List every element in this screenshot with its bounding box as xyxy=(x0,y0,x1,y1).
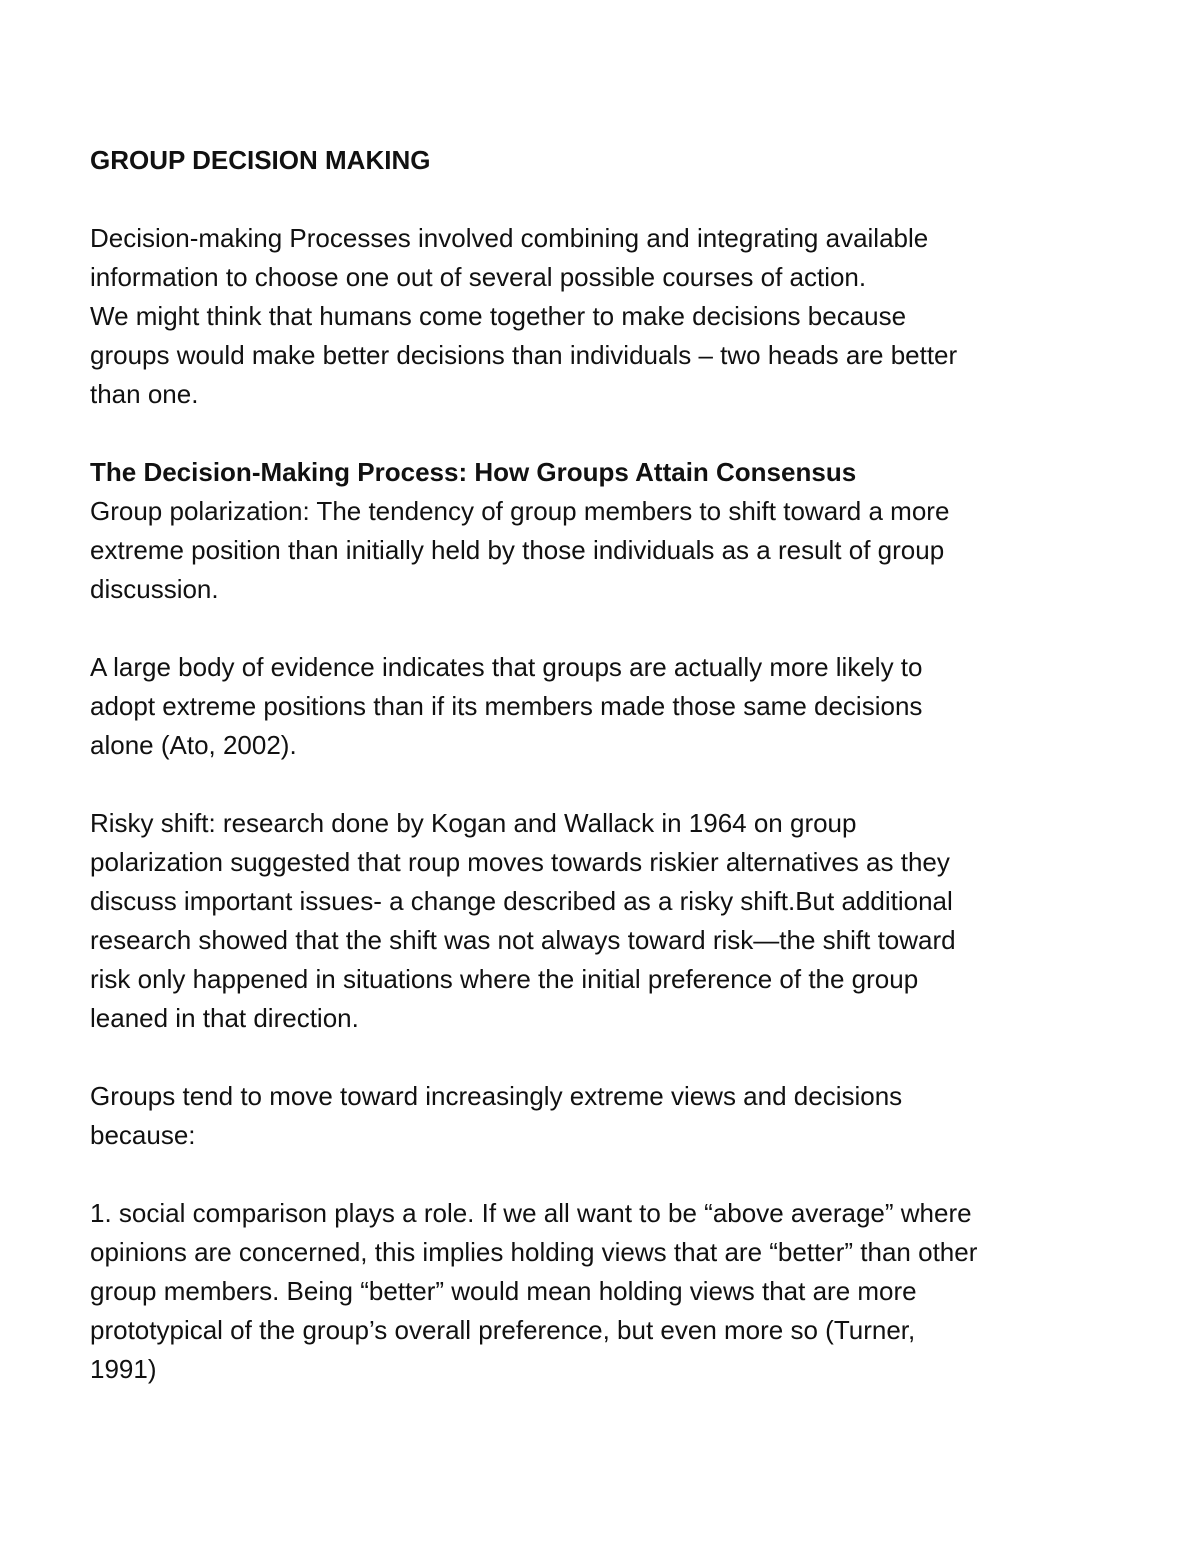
intro-paragraph-definition: Decision-making Processes involved combining and integrating available information to choose one out of several possible courses of action. xyxy=(90,223,929,292)
spacer xyxy=(90,180,1120,219)
spacer xyxy=(90,1038,1120,1077)
spacer xyxy=(90,765,1120,804)
spacer xyxy=(90,414,1120,453)
document-title: GROUP DECISION MAKING xyxy=(90,145,431,175)
group-polarization-paragraph: Group polarization: The tendency of group members to shift toward a more extreme position than initially held by those individuals as a result of group discussion. xyxy=(90,496,950,604)
spacer xyxy=(90,609,1120,648)
risky-shift-paragraph: Risky shift: research done by Kogan and Wallack in 1964 on group polarization suggested that roup moves towards riskier alternatives as they discuss important issues- a change described as a risky shift.But additional research showed that the shift was not always toward risk—the shift toward risk only happened in situations where the initial preference of the group leaned in that direction. xyxy=(90,808,956,1033)
spacer xyxy=(90,1155,1120,1194)
evidence-paragraph: A large body of evidence indicates that groups are actually more likely to adopt extreme positions than if its members made those same decisions alone (Ato, 2002). xyxy=(90,652,923,760)
document-body xyxy=(90,141,1120,1389)
tendency-paragraph: Groups tend to move toward increasingly extreme views and decisions because: xyxy=(90,1081,903,1150)
reason-one-paragraph: 1. social comparison plays a role. If we all want to be “above average” where opinions are concerned, this implies holding views that are “better” than other group members. Being “better” would mean holding views that are more prototypical of the group’s overall preference, but even more so (Turner, 1991) xyxy=(90,1198,978,1384)
section-heading: The Decision-Making Process: How Groups Attain Consensus xyxy=(90,457,857,487)
intro-paragraph-two-heads: We might think that humans come together to make decisions because groups would make better decisions than individuals – two heads are better than one. xyxy=(90,301,958,409)
